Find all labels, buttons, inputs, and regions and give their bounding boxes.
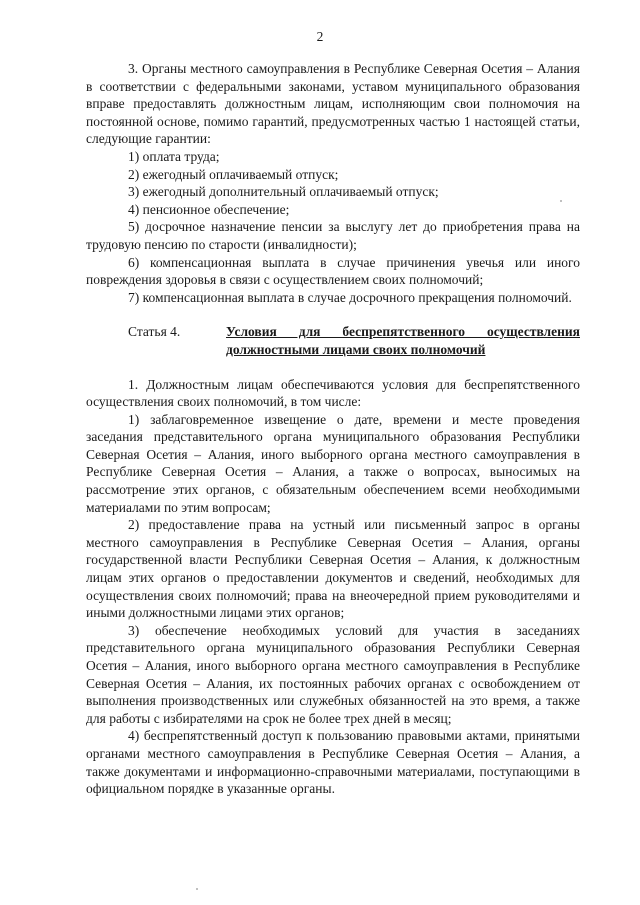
condition-item-1: 1) заблаговременное извещение о дате, времени и месте проведения заседания представительного органа муниципального образования Республики Северная Осетия – Алания, иного выборного органа местного самоуправления в Республике Северная Осетия – Алания, а также о вопросах, выносимых на рассмотрение этих органов, с обязательным обеспечением всеми необходимыми материалами по этим вопросам; xyxy=(86,411,580,515)
article-4-heading xyxy=(86,323,580,358)
guarantee-item-3: 3) ежегодный дополнительный оплачиваемый отпуск; xyxy=(128,184,439,200)
clause-1-intro: 1. Должностным лицам обеспечиваются условия для беспрепятственного осуществления своих полномочий, в том числе: xyxy=(86,376,580,410)
article-4-clause-1 xyxy=(86,376,580,798)
guarantee-item-6: 6) компенсационная выплата в случае причинения увечья или иного повреждения здоровья в связи с осуществлением своих полномочий; xyxy=(86,254,580,288)
article-3-clause-3 xyxy=(86,60,580,306)
guarantee-item-7: 7) компенсационная выплата в случае досрочного прекращения полномочий. xyxy=(128,289,572,305)
spacer xyxy=(86,306,580,323)
guarantee-item-1: 1) оплата труда; xyxy=(128,148,220,164)
article-title: Условия для беспрепятственного осуществления должностными лицами своих полномочий xyxy=(226,324,580,357)
condition-item-3: 3) обеспечение необходимых условий для участия в заседаниях представительного органа муниципального образования Республики Северная Осетия – Алания, иного выборного органа местного самоуправления в Республике Северная Осетия – Алания, их постоянных рабочих органах с освобождением от выполнения производственных или служебных обязанностей на это время, а также для работы с избирателями на срок не более трех дней в месяц; xyxy=(86,622,580,726)
guarantee-item-4: 4) пенсионное обеспечение; xyxy=(128,201,290,217)
guarantee-item-5: 5) досрочное назначение пенсии за выслугу лет до приобретения права на трудовую пенсию по старости (инвалидности); xyxy=(86,219,580,252)
page-number: 2 xyxy=(316,29,324,44)
condition-item-4: 4) беспрепятственный доступ к пользованию правовыми актами, принятыми органами местного самоуправления в Республике Северная Осетия – Алания, а также документами и информационно-справочными материалами, поступающими в официальном порядке в указанные органы. xyxy=(86,728,580,797)
scan-speck xyxy=(560,200,562,202)
document-body xyxy=(86,60,580,798)
condition-item-2: 2) предоставление права на устный или письменный запрос в органы местного самоуправления в Республике Северная Осетия – Алания, органы государственной власти Республики Северная Осетия – Алания, к должностным лицам этих органов о предоставлении документов и сведений, необходимых для осуществления своих полномочий; права на внеочередной прием руководителями и иными должностными лицами этих органов; xyxy=(86,517,580,621)
guarantee-item-2: 2) ежегодный оплачиваемый отпуск; xyxy=(128,166,339,182)
article-number: Статья 4. xyxy=(128,324,181,340)
spacer xyxy=(86,359,580,376)
clause-3-intro: 3. Органы местного самоуправления в Республике Северная Осетия – Алания в соответствии с федеральными законами, уставом муниципального образования вправе предоставлять должностным лицам, исполняющим свои полномочия на постоянной основе, помимо гарантий, предусмотренных частью 1 настоящей статьи, следующие гарантии: xyxy=(86,61,580,147)
scan-speck xyxy=(196,888,198,890)
